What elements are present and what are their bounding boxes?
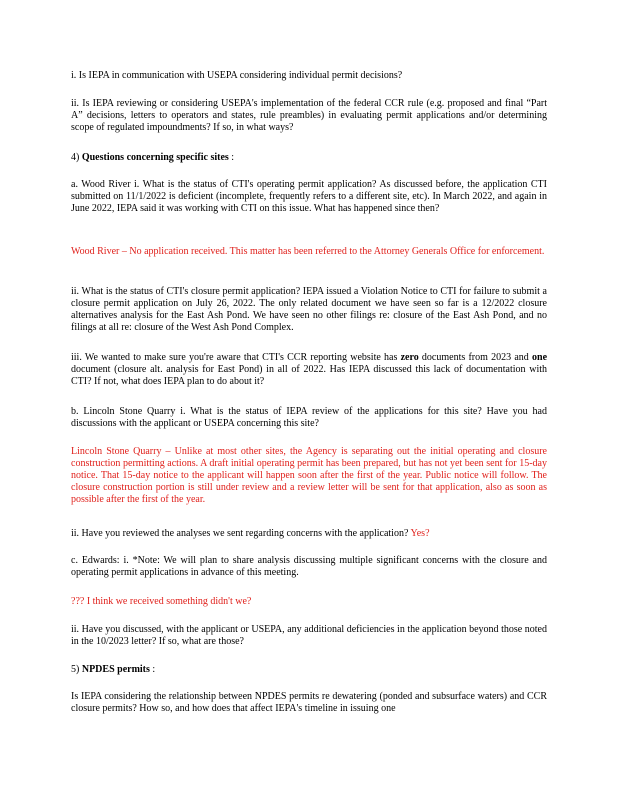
section-5-heading: 5) NPDES permits : [71,664,156,675]
question-edwards-note: c. Edwards: i. *Note: We will plan to share analysis discussing multiple significant concerns with the closure and operating permit applications in advance of this meeting. [71,555,547,578]
question-wood-river-closure-permit: ii. What is the status of CTI's closure permit application? IEPA issued a Violation Notice to CTI for failure to submit a closure permit application on July 26, 2022. The only related document we have seen so far is a 12/2022 closure alternatives analysis for the East Ash Pond. We have seen no other filings re: closure of the East Ash Pond, and no filings at all re: closure of the West Ash Pond Complex. [71,286,547,333]
response-lincoln-stone-quarry: Lincoln Stone Quarry – Unlike at most other sites, the Agency is separating out the initial operating and closure construction permitting actions. A draft initial operating permit has been prepared, but has not yet been sent for 15-day notice. That 15-day notice to the applicant will happen soon after the first of the year. Public notice will follow. The closure construction portion is still under review and a review letter will be sent for that application, also as soon as possible after the first of the year. [71,446,547,505]
response-lincoln-analyses: Yes? [410,528,430,539]
question-lincoln-analyses: ii. Have you reviewed the analyses we sent regarding concerns with the application? Yes? [71,528,430,539]
section-4-heading: 4) Questions concerning specific sites : [71,152,235,163]
response-edwards: ??? I think we received something didn't we? [71,596,252,607]
question-iepa-communication: i. Is IEPA in communication with USEPA considering individual permit decisions? [71,70,403,81]
question-npdes-permits: Is IEPA considering the relationship between NPDES permits re dewatering (ponded and subsurface waters) and CCR closure permits? How so, and how does that affect IEPA's timeline in issuing one [71,691,547,714]
question-wood-river-ccr-website: iii. We wanted to make sure you're aware that CTI's CCR reporting website has zero documents from 2023 and one document (closure alt. analysis for East Pond) in all of 2022. Has IEPA discussed this lack of documentation with CTI? If not, what does IEPA plan to do about it? [71,352,548,387]
section-4-title: Questions concerning specific sites [81,152,229,163]
question-edwards-deficiencies: ii. Have you discussed, with the applicant or USEPA, any additional deficiencies in the application beyond those noted in the 10/2023 letter? If so, what are those? [71,624,547,647]
question-iepa-reviewing-usepa: ii. Is IEPA reviewing or considering USEPA's implementation of the federal CCR rule (e.g. proposed and final “Part A” decisions, letters to operators and states, rule preambles) in evaluating permit applications and/or determining scope of regulated impoundments? If so, in what ways? [71,98,547,133]
section-5-title: NPDES permits [81,664,150,675]
question-wood-river-operating-permit: a. Wood River i. What is the status of CTI's operating permit application? As discussed before, the application CTI submitted on 11/1/2022 is deficient (incomplete, frequently refers to a different site, etc). In March 2022, and again in June 2022, IEPA said it was working with CTI on this issue. What has happened since then? [71,179,547,214]
response-wood-river: Wood River – No application received. This matter has been referred to the Attorney Generals Office for enforcement. [71,246,545,257]
question-lincoln-stone-quarry: b. Lincoln Stone Quarry i. What is the status of IEPA review of the applications for this site? Have you had discussions with the applicant or USEPA concerning this site? [71,406,547,429]
